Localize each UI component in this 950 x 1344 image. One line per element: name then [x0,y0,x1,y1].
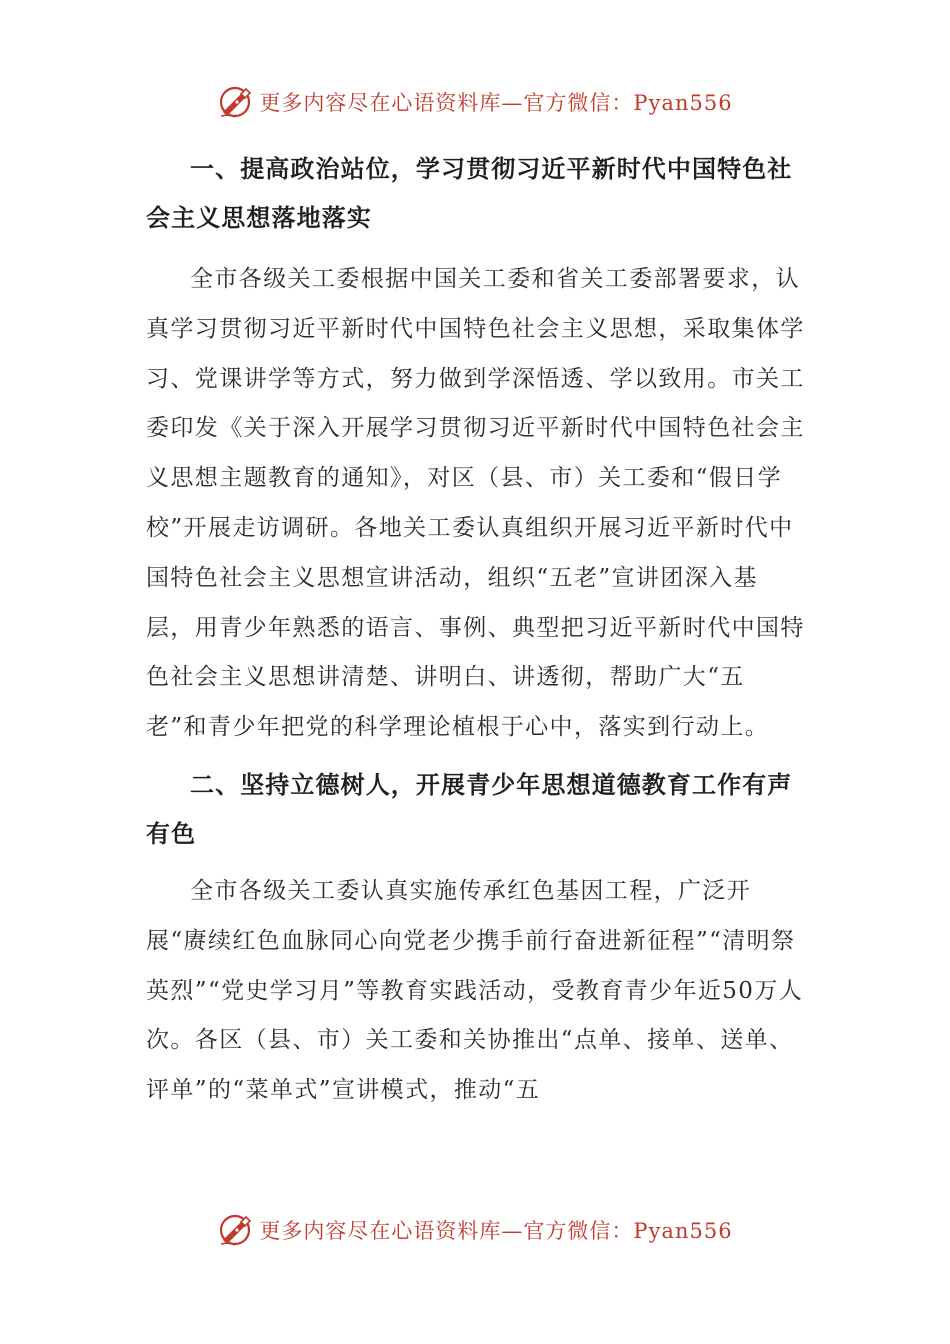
section-1-heading: 一、提高政治站位，学习贯彻习近平新时代中国特色社会主义思想落地落实 [146,155,793,232]
document-body [146,145,806,1116]
section-2-paragraph: 全市各级关工委认真实施传承红色基因工程，广泛开展“赓续红色血脉同心向党老少携手前行奋进新征程”“清明祭英烈”“党史学习月”等教育实践活动，受教育青少年近50万人次。各区（县、市）关工委和关协推出“点单、接单、送单、评单”的“菜单式”宣讲模式，推动“五 [146,877,804,1104]
header-banner-text: 更多内容尽在心语资料库—官方微信：Pyan556 [259,91,733,115]
header-banner [0,82,950,122]
pen-nib-logo-icon [217,84,253,120]
pen-nib-logo-icon [217,1212,253,1248]
section-1-paragraph: 全市各级关工委根据中国关工委和省关工委部署要求，认真学习贯彻习近平新时代中国特色社会主义思想，采取集体学习、党课讲学等方式，努力做到学深悟透、学以致用。市关工委印发《关于深入开展学习贯彻习近平新时代中国特色社会主义思想主题教育的通知》，对区（县、市）关工委和“假日学校”开展走访调研。各地关工委认真组织开展习近平新时代中国特色社会主义思想宣讲活动，组织“五老”宣讲团深入基层，用青少年熟悉的语言、事例、典型把习近平新时代中国特色社会主义思想讲清楚、讲明白、讲透彻，帮助广大“五老”和青少年把党的科学理论植根于心中，落实到行动上。 [146,266,805,741]
footer-banner [0,1210,950,1250]
section-2-heading: 二、坚持立德树人，开展青少年思想道德教育工作有声有色 [146,770,793,848]
footer-banner-text: 更多内容尽在心语资料库—官方微信：Pyan556 [259,1219,733,1243]
